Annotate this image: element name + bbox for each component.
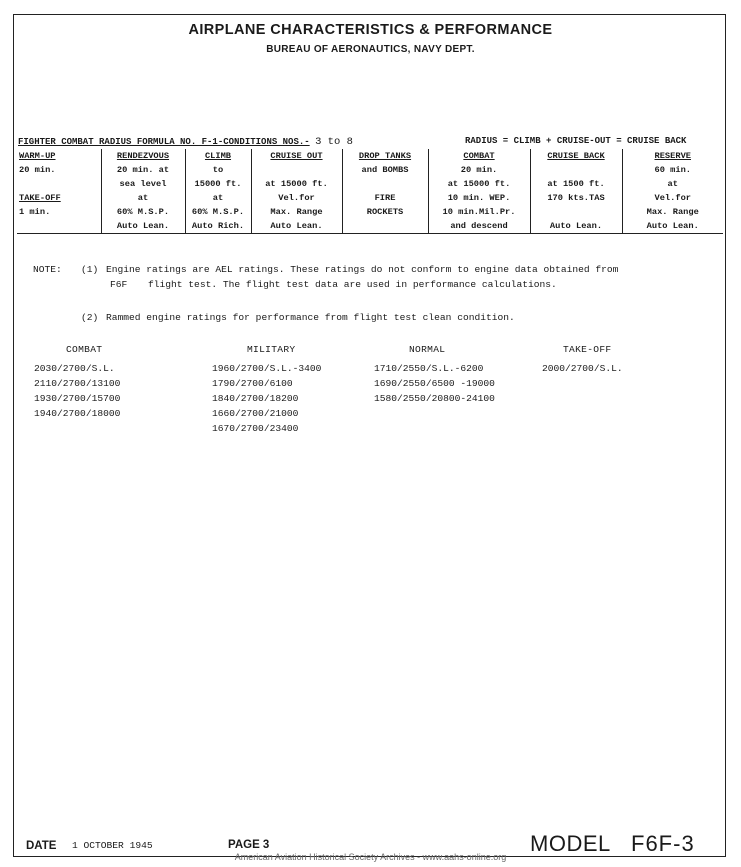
rating-combat-value: 1930/2700/15700 <box>34 393 121 404</box>
phase-row <box>17 219 723 234</box>
phase-cell: 10 min.Mil.Pr. <box>428 205 530 219</box>
note-1-model: F6F <box>110 279 128 290</box>
formula-label: FIGHTER COMBAT RADIUS FORMULA NO. F-1-CONDITIONS NOS.- <box>18 137 310 147</box>
phase-cell: 10 min. WEP. <box>428 191 530 205</box>
ratings-combat-header: COMBAT <box>66 344 103 355</box>
phase-cell: Auto Lean. <box>622 219 723 234</box>
note-2-number: (2) <box>81 312 99 323</box>
phase-cell: Max. Range <box>622 205 723 219</box>
note-1-number: (1) <box>81 264 99 275</box>
phase-cell <box>530 163 622 177</box>
phase-cell: Auto Rich. <box>185 219 251 234</box>
ratings-military-column <box>212 342 321 436</box>
archive-watermark: American Aviation Historical Society Archives - www.aahs-online.org <box>234 852 507 862</box>
phase-cell <box>342 219 428 234</box>
phase-cell: 20 min. at <box>101 163 185 177</box>
phase-cell: at 15000 ft. <box>428 177 530 191</box>
rating-combat-value: 1940/2700/18000 <box>34 408 121 419</box>
phase-cell: RESERVE <box>622 149 723 163</box>
phase-cell: Vel.for <box>622 191 723 205</box>
ratings-normal-header: NORMAL <box>409 344 446 355</box>
phase-header-row <box>17 149 723 163</box>
ratings-combat-column <box>34 342 120 421</box>
note-1-line-1: Engine ratings are AEL ratings. These ratings do not conform to engine data obtained from <box>106 264 619 275</box>
rating-normal-value: 1690/2550/6500 -19000 <box>374 378 495 389</box>
rating-military-value: 1670/2700/23400 <box>212 423 299 434</box>
phase-cell: 60 min. <box>622 163 723 177</box>
phase-cell: Auto Lean. <box>101 219 185 234</box>
ratings-takeoff-header: TAKE-OFF <box>563 344 612 355</box>
ratings-normal-column <box>374 342 495 406</box>
note-1-line-2: flight test. The flight test data are used in performance calculations. <box>148 279 557 290</box>
rating-military-value: 1660/2700/21000 <box>212 408 299 419</box>
phase-cell: CRUISE OUT <box>251 149 342 163</box>
note-prefix: NOTE: <box>33 264 62 275</box>
phase-cell: at <box>185 191 251 205</box>
phase-cell: 15000 ft. <box>185 177 251 191</box>
phase-cell <box>17 219 101 234</box>
phase-cell: COMBAT <box>428 149 530 163</box>
phase-row <box>17 163 723 177</box>
phase-cell: FIRE <box>342 191 428 205</box>
phase-cell: Vel.for <box>251 191 342 205</box>
phase-cell: at <box>101 191 185 205</box>
phase-cell: 170 kts.TAS <box>530 191 622 205</box>
phase-cell: at 1500 ft. <box>530 177 622 191</box>
phase-cell: 60% M.S.P. <box>185 205 251 219</box>
phase-row <box>17 205 723 219</box>
mission-phase-table <box>17 149 723 234</box>
footer-model-label: MODEL <box>530 831 611 856</box>
phase-cell: at <box>622 177 723 191</box>
rating-military-value: 1790/2700/6100 <box>212 378 293 389</box>
document-title: AIRPLANE CHARACTERISTICS & PERFORMANCE <box>188 22 553 38</box>
phase-cell: and BOMBS <box>342 163 428 177</box>
rating-combat-value: 2110/2700/13100 <box>34 378 121 389</box>
rating-military-value: 1960/2700/S.L.-3400 <box>212 363 322 374</box>
phase-cell: DROP TANKS <box>342 149 428 163</box>
footer-date-label: DATE <box>26 840 57 852</box>
phase-cell: CRUISE BACK <box>530 149 622 163</box>
phase-cell: 20 min. <box>19 165 56 175</box>
ratings-military-header: MILITARY <box>247 344 296 355</box>
phase-cell: 20 min. <box>428 163 530 177</box>
phase-cell: 1 min. <box>19 207 51 217</box>
radius-formula-line <box>18 136 720 148</box>
phase-cell: RENDEZVOUS <box>101 149 185 163</box>
phase-row <box>17 191 723 205</box>
formula-conditions: 3 to 8 <box>315 136 353 148</box>
phase-cell <box>530 205 622 219</box>
phase-cell: Max. Range <box>251 205 342 219</box>
footer-page-number: PAGE 3 <box>228 839 270 851</box>
rating-military-value: 1840/2700/18200 <box>212 393 299 404</box>
rating-normal-value: 1710/2550/S.L.-6200 <box>374 363 484 374</box>
footer-date: 1 OCTOBER 1945 <box>72 840 153 851</box>
phase-cell: Auto Lean. <box>251 219 342 234</box>
rating-normal-value: 1580/2550/20800-24100 <box>374 393 495 404</box>
phase-cell <box>17 177 101 191</box>
ratings-takeoff-column <box>542 342 623 376</box>
phase-cell: ROCKETS <box>342 205 428 219</box>
phase-cell: at 15000 ft. <box>251 177 342 191</box>
rating-takeoff-value: 2000/2700/S.L. <box>542 363 623 374</box>
phase-cell: and descend <box>428 219 530 234</box>
document-subtitle: BUREAU OF AERONAUTICS, NAVY DEPT. <box>266 44 475 55</box>
note-2-text: Rammed engine ratings for performance from flight test clean condition. <box>106 312 515 323</box>
phase-cell: sea level <box>101 177 185 191</box>
phase-cell: WARM-UP <box>19 151 56 161</box>
phase-cell <box>251 163 342 177</box>
footer-model-number: F6F-3 <box>631 831 695 856</box>
rating-combat-value: 2030/2700/S.L. <box>34 363 115 374</box>
phase-cell: TAKE-OFF <box>19 193 61 203</box>
phase-row <box>17 177 723 191</box>
phase-cell: to <box>185 163 251 177</box>
phase-cell: 60% M.S.P. <box>101 205 185 219</box>
phase-cell: Auto Lean. <box>530 219 622 234</box>
phase-cell <box>342 177 428 191</box>
phase-cell: CLIMB <box>185 149 251 163</box>
radius-equation: RADIUS = CLIMB + CRUISE-OUT = CRUISE BACK <box>465 136 687 146</box>
